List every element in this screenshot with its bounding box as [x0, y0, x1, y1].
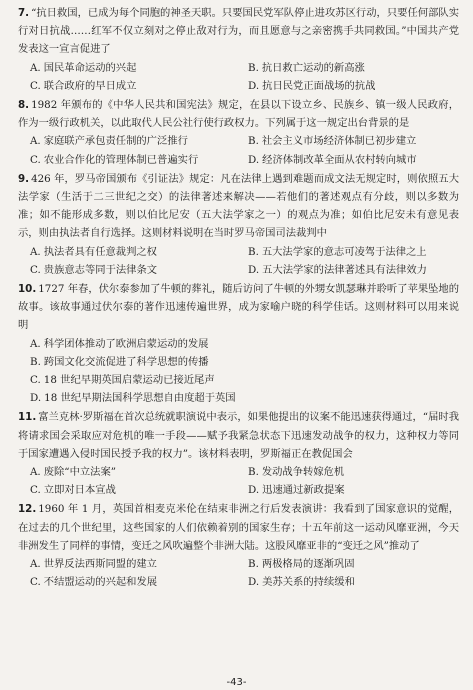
question-stem	[18, 408, 459, 463]
option-text: 抗日民党正面战场的抗战	[262, 79, 376, 92]
option-d	[248, 573, 459, 591]
option-b	[248, 243, 459, 261]
option-text: 农业合作化的管理体制已普遍实行	[43, 153, 199, 166]
option-a	[30, 59, 248, 77]
option-text: 发动战争转嫁危机	[261, 466, 345, 479]
question-12	[18, 500, 459, 591]
option-letter: A.	[30, 245, 41, 258]
option-letter: C.	[30, 153, 41, 166]
option-a	[30, 335, 459, 353]
question-7	[18, 4, 459, 95]
option-text: 18 世纪早期英国启蒙运动已接近尾声	[43, 374, 215, 387]
option-letter: B.	[248, 245, 259, 258]
option-text: 五大法学家的意志可凌驾于法律之上	[261, 245, 427, 258]
option-text: 家庭联产承包责任制的广泛推行	[43, 135, 188, 148]
option-d	[248, 261, 459, 279]
question-number: 12.	[18, 503, 37, 516]
option-letter: B.	[248, 61, 259, 74]
option-text: 经济体制改革全面从农村转向城市	[262, 153, 417, 166]
option-text: 跨国文化交流促进了科学思想的传播	[43, 355, 209, 368]
question-number: 11.	[18, 411, 37, 424]
option-text: 国民革命运动的兴起	[43, 61, 137, 74]
option-d	[248, 151, 459, 169]
question-text: 富兰克林·罗斯福在首次总统就职演说中表示，如果他提出的议案不能迅速获得通过，“届时我将请求国会采取应对危机的唯一手段——赋予我紧急状态下迅速发动战争的权力，这种权力等同于国家遭遇入侵时国民授予我的权力”。该材料表明，罗斯福正在教促国会	[18, 411, 459, 460]
question-number: 7.	[18, 7, 30, 19]
question-text: 1960 年 1 月，英国首相麦克米伦在结束非洲之行后发表演讲：我看到了国家意识的觉醒，在过去的几个世纪里，这些国家的人们依赖着别的国家生存；十五年前这一运动风靡亚洲，今天非洲发生了同样的事情，变迁之风吹遍整个非洲大陆。这股风靡亚非的“变迁之风”推动了	[18, 503, 459, 552]
option-letter: C.	[30, 576, 41, 589]
option-text: 科学团体推动了欧洲启蒙运动的发展	[43, 337, 209, 350]
options-grid	[18, 555, 459, 591]
option-letter: B.	[248, 135, 259, 148]
question-text: 426 年，罗马帝国颁布《引证法》规定：凡在法律上遇到难题而成文法无规定时，则依照五大法学家（生活于二三世纪之交）的法律著述来解决——若他们的著述观点有分歧，则以多数为准；如不能形成多数，则以伯比尼安（五大法学家之一）的观点为准；如伯比尼安未有意见表示，则由执法者自行选择。这则材料说明在当时罗马帝国司法裁判中	[18, 172, 459, 240]
option-letter: D.	[248, 153, 260, 166]
option-letter: B.	[30, 355, 41, 368]
option-letter: D.	[248, 79, 260, 92]
option-b	[248, 132, 459, 150]
option-letter: B.	[248, 558, 259, 571]
question-stem	[18, 500, 459, 555]
question-stem	[18, 170, 459, 243]
question-stem	[18, 96, 459, 132]
option-text: 联合政府的早日成立	[43, 79, 137, 92]
option-text: 18 世纪早期法国科学思想自由度超于英国	[44, 392, 236, 405]
option-a	[30, 463, 248, 481]
question-number: 10.	[18, 283, 37, 296]
options-grid	[18, 243, 459, 279]
page-number: -43-	[226, 677, 247, 688]
option-letter: C.	[30, 263, 41, 276]
option-text: 立即对日本宣战	[43, 484, 116, 497]
option-text: 执法者具有任意裁判之权	[43, 245, 157, 258]
option-c	[30, 151, 248, 169]
option-letter: C.	[30, 79, 41, 92]
option-c	[30, 481, 248, 499]
option-d	[248, 481, 459, 499]
options-grid	[18, 335, 459, 408]
options-grid	[18, 59, 459, 95]
option-a	[30, 132, 248, 150]
question-number: 9.	[18, 172, 30, 185]
option-b	[248, 59, 459, 77]
option-letter: D.	[248, 484, 260, 497]
option-text: 抗日救亡运动的新高涨	[261, 61, 365, 74]
option-letter: D.	[248, 576, 260, 589]
option-b	[248, 555, 459, 573]
option-letter: D.	[30, 392, 42, 405]
option-letter: A.	[30, 61, 41, 74]
option-text: 两极格局的逐渐巩固	[261, 558, 355, 571]
option-letter: A.	[30, 135, 41, 148]
option-a	[30, 243, 248, 261]
option-d	[30, 389, 459, 407]
option-letter: A.	[30, 558, 41, 571]
option-text: 社会主义市场经济体制已初步建立	[261, 135, 417, 148]
option-text: 不结盟运动的兴起和发展	[43, 576, 158, 589]
question-text: 1982 年颁布的《中华人民共和国宪法》规定，在县以下设立乡、民族乡、镇一级人民政府，作为一级行政机关，以此取代人民公社行使行政权力。下列属于这一规定出台背景的是	[18, 99, 459, 130]
option-text: 废除“中立法案”	[43, 466, 117, 479]
option-letter: B.	[248, 466, 259, 479]
question-10	[18, 280, 459, 407]
option-b	[30, 353, 459, 371]
question-text: 1727 年春，伏尔泰参加了牛顿的葬礼，随后访问了牛顿的外甥女凯瑟琳并聆听了苹果坠地的故事。该故事通过伏尔泰的著作迅速传遍世界，成为家喻户晓的科学佳话。这则材料可以用来说明	[18, 283, 460, 332]
option-c	[30, 261, 248, 279]
option-b	[248, 463, 459, 481]
option-c	[30, 573, 248, 591]
option-text: 世界反法西斯同盟的建立	[43, 558, 157, 571]
options-grid	[18, 463, 459, 499]
question-9	[18, 170, 459, 279]
options-grid	[18, 132, 459, 168]
question-number: 8.	[18, 99, 30, 112]
option-text: 贵族意志等同于法律条文	[43, 263, 158, 276]
option-a	[30, 555, 248, 573]
option-letter: A.	[30, 337, 41, 350]
option-letter: C.	[30, 374, 41, 387]
question-list	[18, 4, 459, 592]
question-text: “抗日救国，已成为每个同胞的神圣天职。只要国民党军队停止进攻苏区行动，只要任何部队实行对日抗战……红军不仅立刻对之停止敌对行为，而且愿意与之亲密携手共同救国。”中国共产党发表这一宣言促进了	[18, 7, 459, 56]
question-11	[18, 408, 459, 499]
option-c	[30, 77, 248, 95]
option-letter: D.	[248, 263, 260, 276]
question-stem	[18, 280, 459, 335]
question-stem	[18, 4, 459, 59]
option-text: 迅速通过新政提案	[262, 484, 345, 497]
option-c	[30, 371, 459, 389]
option-text: 美苏关系的持续缓和	[262, 576, 355, 589]
option-letter: A.	[30, 466, 41, 479]
option-letter: C.	[30, 484, 41, 497]
question-8	[18, 96, 459, 169]
option-text: 五大法学家的法律著述具有法律效力	[262, 263, 427, 276]
option-d	[248, 77, 459, 95]
